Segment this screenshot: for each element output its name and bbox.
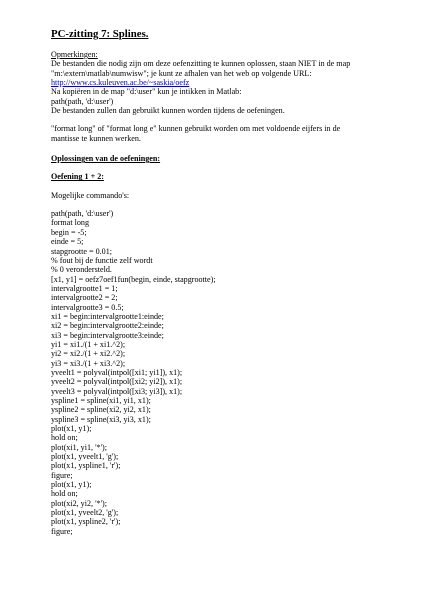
code-line: plot(x1, yspline1, 'r'); [51,461,121,471]
code-line: yi2 = xi2./(1 + xi2.^2); [51,349,126,359]
code-line: intervalgrootte3 = 0.5; [51,302,124,312]
code-line: yveelt1 = polyval(intpol([xi1; yi1]), x1); [51,367,183,377]
code-line: plot(x1, yveelt1, 'g'); [51,452,119,462]
remarks-line: De bestanden die nodig zijn om deze oefenzitting te kunnen oplossen, staan NIET in de map [51,59,351,69]
code-line: plot(x1, y1); [51,424,92,434]
remarks-line: "m:\extern\matlab\numwisw"; je kunt ze afhalen van het web op volgende URL: [51,68,312,78]
code-line: yspline3 = spline(xi3, yi3, x1); [51,414,151,424]
solutions-heading: Oplossingen van de oefeningen: [51,154,161,164]
code-line: plot(x1, yspline2, 'r'); [51,517,121,527]
code-line: intervalgrootte2 = 2; [51,293,118,303]
spacer [51,182,403,191]
code-line: figure; [51,470,73,480]
spacer [51,115,403,124]
code-line: hold on; [51,489,78,499]
remarks-section [51,50,403,143]
code-line: yveelt2 = polyval(intpol([xi2; yi2]), x1); [51,377,183,387]
code-line: begin = -5; [51,227,87,237]
format-line: mantisse te kunnen werken. [51,133,141,143]
spacer [51,200,403,209]
spacer [51,163,403,172]
code-line: path(path, 'd:\user') [51,209,114,219]
code-line: [x1, y1] = oefz7oef1fun(begin, einde, stapgrootte); [51,274,216,284]
code-line: xi1 = begin:intervalgrootte1:einde; [51,311,164,321]
code-line: yi1 = xi1./(1 + xi1.^2); [51,339,126,349]
commands-label: Mogelijke commando's: [51,190,130,200]
exercise-heading: Oefening 1 + 2: [51,172,104,182]
remarks-heading: Opmerkingen: [51,50,98,59]
code-block [51,209,403,536]
code-line: intervalgrootte1 = 1; [51,283,118,293]
remarks-line: Na kopiëren in de map "d:\user" kun je intikken in Matlab: [51,87,242,97]
code-line: yspline2 = spline(xi2, yi2, x1); [51,405,151,415]
code-line: einde = 5; [51,237,84,247]
code-line: yi3 = xi3./(1 + xi3.^2); [51,358,126,368]
code-line: xi2 = begin:intervalgrootte2:einde; [51,321,164,331]
code-line: figure; [51,526,73,536]
code-line: plot(xi2, yi2, '*'); [51,498,107,508]
code-line: stapgrootte = 0.01; [51,246,112,256]
code-line: % 0 verondersteld. [51,265,112,275]
code-line: plot(x1, yveelt2, 'g'); [51,508,119,518]
remarks-line: De bestanden zullen dan gebruikt kunnen worden tijdens de oefeningen. [51,106,285,116]
code-line: hold on; [51,433,78,443]
code-line: plot(x1, y1); [51,480,92,490]
code-line: % fout bij de functie zelf wordt [51,255,153,265]
spacer [51,143,403,154]
format-line: "format long" of "format long e" kunnen gebruikt worden om met voldoende eijfers in de [51,124,341,134]
download-url-link[interactable]: http://www.cs.kuleuven.ac.be/~saskia/oefz [51,78,190,88]
solutions-section [51,154,403,536]
code-line: format long [51,218,89,228]
code-line: plot(xi1, yi1, '*'); [51,442,107,452]
code-line: xi3 = begin:intervalgrootte3:einde; [51,330,164,340]
code-line: yspline1 = spline(xi1, yi1, x1); [51,396,151,405]
page-title: PC-zitting 7: Splines. [51,28,149,40]
code-line: yveelt3 = polyval(intpol([xi3; yi3]), x1); [51,386,183,396]
remarks-line: path(path, 'd:\user') [51,96,114,106]
